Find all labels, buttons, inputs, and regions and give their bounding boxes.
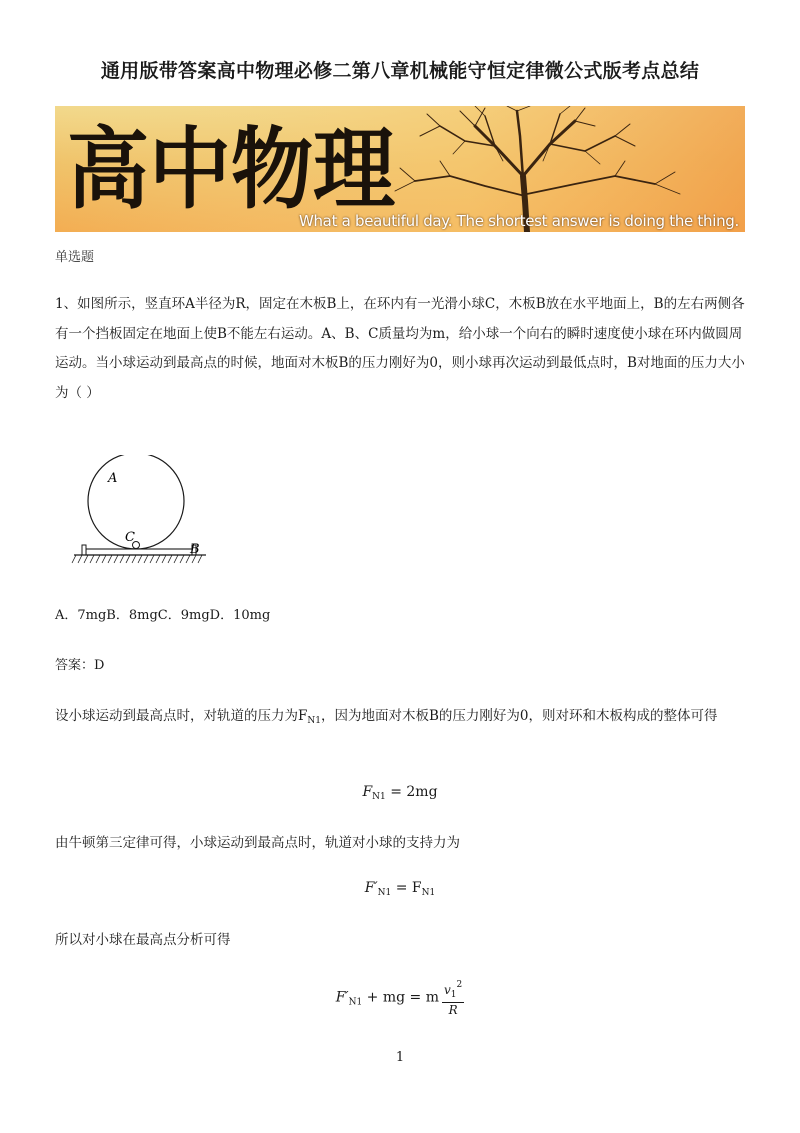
- solution-paragraph-3: 所以对小球在最高点分析可得: [55, 932, 231, 948]
- eq2-left: F′: [364, 880, 378, 896]
- solution-paragraph-1: [55, 700, 745, 737]
- banner-title: 高中物理: [67, 117, 396, 222]
- eq2-mid: = F: [391, 880, 422, 896]
- answer-options: A．7mgB．8mgC．9mgD．10mg: [55, 608, 271, 623]
- eq2-sub2: N1: [421, 888, 436, 898]
- eq3-mid: + mg = m: [362, 989, 440, 1006]
- page-number: 1: [395, 1050, 405, 1065]
- eq3-left: F′: [335, 989, 349, 1006]
- label-b: B: [190, 542, 200, 557]
- label-a: A: [108, 471, 118, 486]
- eq1-right: = 2mg: [385, 784, 438, 800]
- equation-3: [0, 978, 800, 1017]
- eq3-sub: N1: [348, 997, 363, 1008]
- document-title: 通用版带答案高中物理必修二第八章机械能守恒定律微公式版考点总结: [100, 60, 700, 82]
- solution-p1-text: 设小球运动到最高点时，对轨道的压力为F: [55, 708, 308, 724]
- eq3-fraction: [442, 978, 464, 1017]
- equation-2: [0, 880, 800, 898]
- banner-image: [55, 106, 745, 232]
- solution-p1-sub: N1: [307, 716, 321, 726]
- eq2-sub: N1: [377, 888, 392, 898]
- eq1-sub: N1: [372, 792, 386, 802]
- section-label: 单选题: [55, 250, 95, 265]
- solution-p1-rest: ，因为地面对木板B的压力刚好为0，则对环和木板构成的整体可得: [320, 708, 718, 724]
- eq3-den: R: [448, 1003, 458, 1017]
- eq3-num: v: [444, 983, 451, 997]
- eq1-left: F: [362, 784, 373, 800]
- equation-1: [0, 784, 800, 802]
- answer-line: 答案：D: [55, 658, 105, 673]
- label-c: C: [125, 530, 135, 545]
- solution-paragraph-2: 由牛顿第三定律可得，小球运动到最高点时，轨道对小球的支持力为: [55, 835, 460, 851]
- ring-on-board-diagram: [70, 455, 220, 575]
- eq3-num-sub: 1: [450, 990, 457, 1000]
- question-text: 1、如图所示，竖直环A半径为R，固定在木板B上，在环内有一光滑小球C，木板B放在水平地面上，B的左右两侧各有一个挡板固定在地面上使B不能左右运动。A、B、C质量均为m，给小球一个向右的瞬时速度使小球在环内做圆周运动。当小球运动到最高点的时候，地面对木板B的压力刚好为0，则小球再次运动到最低点时，B对地面的压力大小为（ ）: [55, 296, 745, 401]
- eq3-num-sup: 2: [456, 980, 463, 990]
- banner-caption: What a beautiful day. The shortest answer is doing the thing.: [298, 212, 739, 230]
